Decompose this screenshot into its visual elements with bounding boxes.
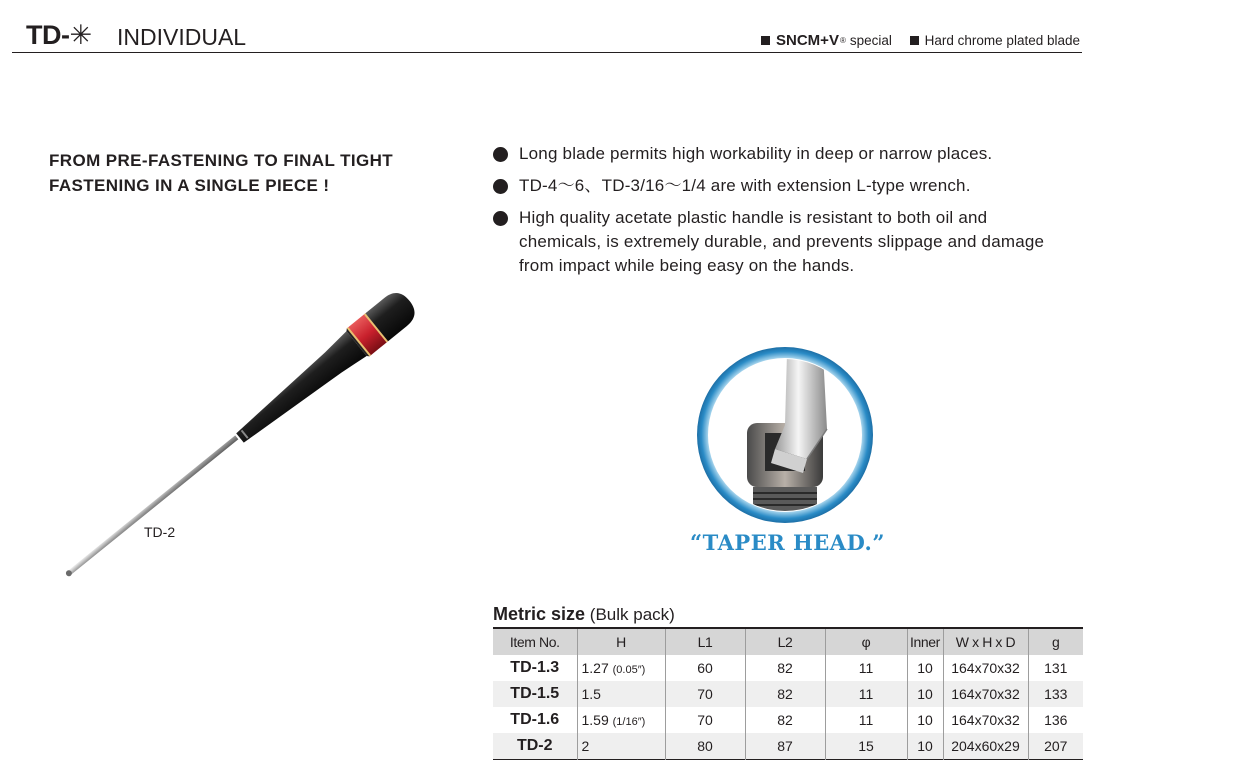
page-header (12, 14, 1082, 53)
cell-inner: 10 (907, 733, 943, 760)
cell-l2: 82 (745, 655, 825, 681)
spec-plating (910, 33, 1080, 48)
product-category-title: INDIVIDUAL (117, 24, 247, 50)
headline-line-2: FASTENING IN A SINGLE PIECE ! (49, 176, 330, 195)
cell-item: TD-1.3 (510, 659, 560, 676)
cell-g: 131 (1028, 655, 1083, 681)
spec-badges (747, 32, 1080, 49)
cell-phi: 11 (825, 707, 907, 733)
registered-mark: ® (839, 36, 846, 45)
table-title-sub: (Bulk pack) (589, 605, 675, 624)
cell-wxhxd: 164x70x32 (943, 707, 1028, 733)
cell-inner: 10 (907, 681, 943, 707)
table-title (493, 604, 675, 625)
taper-head-label: “TAPER HEAD.” (690, 530, 885, 555)
hex-screwdriver-illustration (40, 265, 460, 595)
cell-wxhxd: 164x70x32 (943, 681, 1028, 707)
table-row (493, 707, 1083, 733)
cell-l2: 82 (745, 707, 825, 733)
cell-h-value: 1.59 (581, 712, 609, 728)
feature-list (493, 142, 1073, 286)
cell-phi: 11 (825, 655, 907, 681)
square-bullet-icon (910, 36, 919, 45)
cell-item: TD-1.6 (510, 711, 560, 728)
cell-item: TD-2 (493, 733, 577, 760)
cell-l1: 60 (665, 655, 745, 681)
col-header-g: g (1028, 628, 1083, 655)
spec-material-name: SNCM+V (776, 32, 839, 49)
col-header-h: H (577, 628, 665, 655)
cell-h-value: 1.5 (581, 686, 601, 702)
product-code-title: TD-✳ (26, 20, 92, 50)
cell-h (577, 655, 665, 681)
bullet-icon (493, 179, 508, 194)
cell-g: 207 (1028, 733, 1083, 760)
cell-wxhxd: 204x60x29 (943, 733, 1028, 760)
tool-model-label: TD-2 (144, 524, 176, 540)
feature-text: TD-4～6、TD-3/16～1/4 are with extension L-type wrench. (519, 176, 971, 195)
cell-item: TD-1.5 (493, 681, 577, 707)
cell-h-value: 2 (581, 738, 590, 754)
cell-h (577, 733, 665, 760)
cell-l2: 87 (745, 733, 825, 760)
feature-text: Long blade permits high workability in deep or narrow places. (519, 144, 993, 163)
cell-l1: 70 (665, 707, 745, 733)
cell-g: 136 (1028, 707, 1083, 733)
cell-wxhxd: 164x70x32 (943, 655, 1028, 681)
bullet-icon (493, 147, 508, 162)
bullet-icon (493, 211, 508, 226)
taper-head-icon (695, 345, 875, 525)
tool-handle (229, 287, 421, 452)
tool-shaft (65, 435, 239, 577)
cell-g: 133 (1028, 681, 1083, 707)
cell-l1: 70 (665, 681, 745, 707)
cell-h-value: 1.27 (581, 660, 609, 676)
col-header-l1: L1 (665, 628, 745, 655)
feature-text: High quality acetate plastic handle is resistant to both oil and chemicals, is extremely durable, and prevents slippage and damage from impact while being easy on the hands. (519, 208, 1045, 275)
spec-material (761, 32, 892, 49)
cell-h-note: (0.05″) (612, 664, 646, 676)
metric-size-table (493, 627, 1083, 760)
cell-inner: 10 (907, 655, 943, 681)
col-header-wxhxd: W x H x D (943, 628, 1028, 655)
cell-h (577, 707, 665, 733)
headline-line-1: FROM PRE-FASTENING TO FINAL TIGHT (49, 151, 394, 170)
cell-h (577, 681, 665, 707)
cell-phi: 15 (825, 733, 907, 760)
cell-phi: 11 (825, 681, 907, 707)
col-header-l2: L2 (745, 628, 825, 655)
col-header-phi: φ (825, 628, 907, 655)
feature-item (493, 142, 1073, 166)
cell-l1: 80 (665, 733, 745, 760)
col-header-item: Item No. (509, 634, 560, 650)
feature-item (493, 206, 1073, 278)
spec-plating-text: Hard chrome plated blade (924, 33, 1080, 48)
table-row (493, 655, 1083, 681)
square-bullet-icon (761, 36, 770, 45)
table-row (493, 733, 1083, 760)
cell-inner: 10 (907, 707, 943, 733)
table-header-row (493, 628, 1083, 655)
feature-item (493, 174, 1073, 198)
table-title-main: Metric size (493, 604, 586, 624)
spec-material-suffix: special (849, 33, 892, 48)
cell-h-note: (1/16″) (612, 716, 646, 728)
headline (49, 148, 393, 198)
cell-l2: 82 (745, 681, 825, 707)
table-row (493, 681, 1083, 707)
col-header-inner: Inner (907, 628, 943, 655)
